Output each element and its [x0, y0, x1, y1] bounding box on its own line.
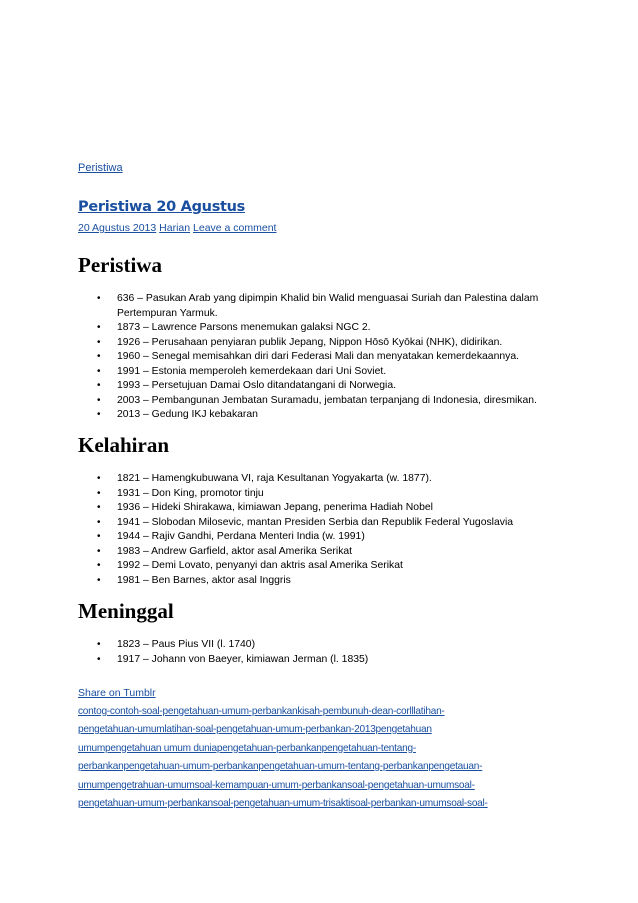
list-item: • 2003 – Pembangunan Jembatan Suramadu, jembatan terpanjang di Indonesia, diresmikan. — [78, 394, 558, 409]
list-item: • 1917 – Johann von Baeyer, kimiawan Jerman (l. 1835) — [78, 653, 558, 668]
tag-link[interactable]: umumpengetahuan umum duniapengetahuan-perbankanpengetahuan-tentang- — [78, 742, 416, 754]
post-title-link[interactable]: Peristiwa 20 Agustus — [78, 199, 246, 215]
tag-link[interactable]: contog-contoh-soal-pengetahuan-umum-perbankankisah-pembunuh-dean-corlllatihan- — [78, 705, 445, 717]
heading-kelahiran: Kelahiran — [78, 433, 170, 457]
list-item: • 1944 – Rajiv Gandhi, Perdana Menteri India (w. 1991) — [78, 530, 558, 545]
share-section — [78, 684, 558, 814]
list-item: • 636 – Pasukan Arab yang dipimpin Khalid bin Walid menguasai Suriah dan Palestina dalam Pertempuran Yarmuk. — [78, 292, 558, 321]
leave-comment-link[interactable]: Leave a comment — [193, 222, 277, 234]
category-link[interactable]: Peristiwa — [78, 162, 123, 174]
list-item: • 1821 – Hamengkubuwana VI, raja Kesultanan Yogyakarta (w. 1877). — [78, 472, 558, 487]
list-item: • 2013 – Gedung IKJ kebakaran — [78, 408, 558, 423]
list-kelahiran — [78, 472, 558, 588]
list-item: • 1936 – Hideki Shirakawa, kimiawan Jepang, penerima Hadiah Nobel — [78, 501, 558, 516]
list-item: • 1873 – Lawrence Parsons menemukan galaksi NGC 2. — [78, 321, 558, 336]
list-item: • 1991 – Estonia memperoleh kemerdekaan dari Uni Soviet. — [78, 365, 558, 380]
post-category-link[interactable]: Harian — [159, 222, 191, 234]
tag-link[interactable]: perbankanpengetahuan-umum-perbankanpengetahuan-umum-tentang-perbankanpengetauan- — [78, 761, 483, 772]
list-item: • 1981 – Ben Barnes, aktor asal Inggris — [78, 574, 558, 589]
list-item: • 1823 – Paus Pius VII (l. 1740) — [78, 638, 558, 653]
heading-meninggal: Meninggal — [78, 599, 174, 623]
list-meninggal — [78, 638, 558, 667]
list-item: • 1931 – Don King, promotor tinju — [78, 487, 558, 502]
list-item: • 1926 – Perusahaan penyiaran publik Jepang, Nippon Hōsō Kyōkai (NHK), didirikan. — [78, 336, 558, 351]
list-item: • 1941 – Slobodan Milosevic, mantan Presiden Serbia dan Republik Federal Yugoslavia — [78, 516, 558, 531]
list-item: • 1983 – Andrew Garfield, aktor asal Amerika Serikat — [78, 545, 558, 560]
post-meta — [78, 222, 276, 234]
list-item: • 1960 – Senegal memisahkan diri dari Federasi Mali dan menyatakan kemerdekaannya. — [78, 350, 558, 365]
heading-peristiwa: Peristiwa — [78, 253, 162, 277]
share-tumblr-link[interactable]: Share on Tumblr — [78, 687, 156, 699]
tag-link[interactable]: umumpengetrahuan-umumsoal-kemampuan-umum-perbankansoal-pengetahuan-umumsoal- — [78, 779, 475, 791]
tag-link[interactable]: pengetahuan-umum-perbankansoal-pengetahuan-umum-trisaktisoal-perbankan-umumsoal-soal- — [78, 798, 488, 809]
list-item: • 1992 – Demi Lovato, penyanyi dan aktris asal Amerika Serikat — [78, 559, 558, 574]
list-peristiwa — [78, 292, 558, 423]
list-item: • 1993 – Persetujuan Damai Oslo ditandatangani di Norwegia. — [78, 379, 558, 394]
tag-link[interactable]: pengetahuan-umumlatihan-soal-pengetahuan-umum-perbankan-2013pengetahuan — [78, 724, 432, 735]
post-date-link[interactable]: 20 Agustus 2013 — [78, 222, 157, 234]
